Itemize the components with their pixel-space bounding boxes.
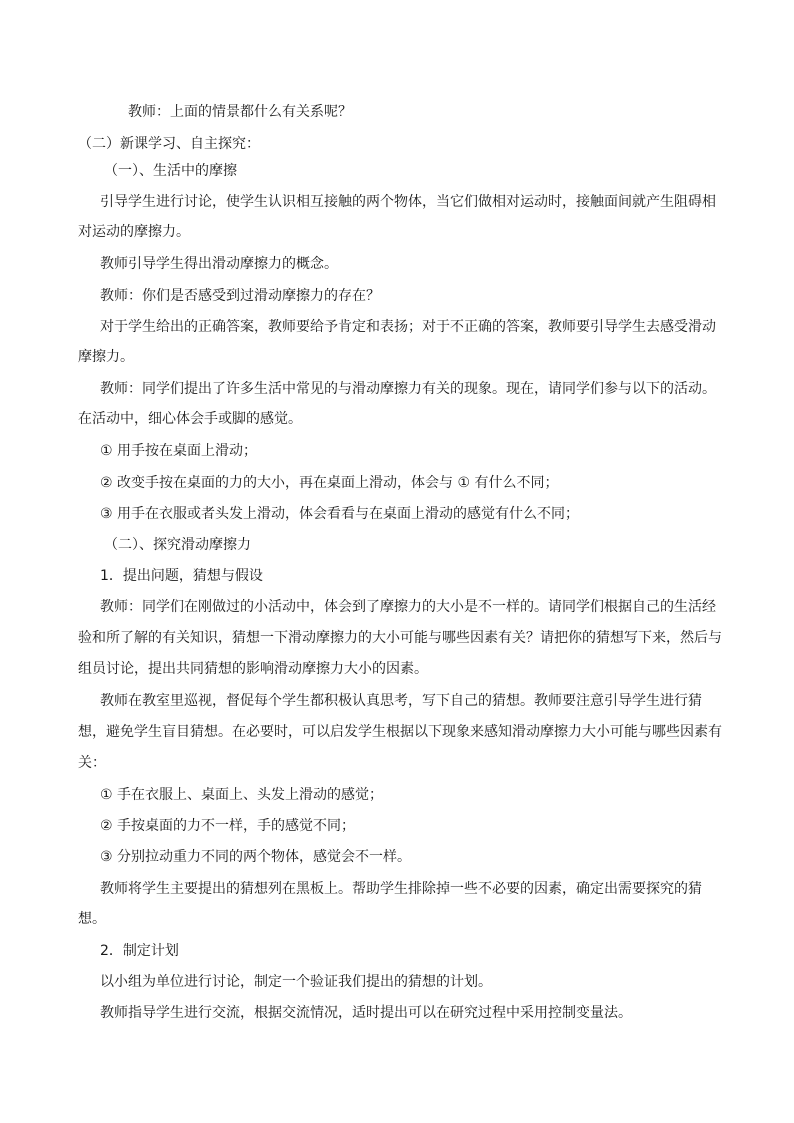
text-line: 验和所了解的有关知识，猜想一下滑动摩擦力的大小可能与哪些因素有关？请把你的猜想写下来，然后与 — [78, 630, 722, 646]
text-line: 以小组为单位进行讨论，制定一个验证我们提出的猜想的计划。 — [100, 974, 492, 990]
text-line: 教师：同学们在刚做过的小活动中，体会到了摩擦力的大小是不一样的。请同学们根据自己的生活经 — [100, 599, 716, 615]
text-line: 教师：你们是否感受到过滑动摩擦力的存在？ — [100, 288, 380, 304]
text-line: 教师在教室里巡视，督促每个学生都积极认真思考，写下自己的猜想。教师要注意引导学生进行猜 — [100, 693, 702, 709]
text-line: 摩擦力。 — [78, 349, 134, 365]
list-item: ① 手在衣服上、桌面上、头发上滑动的感觉； — [100, 787, 383, 803]
subsection-heading: （二）、探究滑动摩擦力 — [104, 537, 251, 553]
text-line: 教师：同学们提出了许多生活中常见的与滑动摩擦力有关的现象。现在，请同学们参与以下的活动。 — [100, 381, 716, 397]
list-item: ③ 用手在衣服或者头发上滑动，体会看看与在桌面上滑动的感觉有什么不同； — [100, 506, 579, 522]
text-line: 关： — [78, 755, 106, 771]
text-line: 对于学生给出的正确答案，教师要给予肯定和表扬；对于不正确的答案，教师要引导学生去感受滑动 — [100, 319, 716, 335]
text-line: 教师指导学生进行交流，根据交流情况，适时提出可以在研究过程中采用控制变量法。 — [100, 1005, 632, 1021]
text-line: 教师引导学生得出滑动摩擦力的概念。 — [100, 256, 338, 272]
step-heading: 1．提出问题，猜想与假设 — [100, 568, 263, 584]
text-line: 对运动的摩擦力。 — [78, 224, 190, 240]
text-line: 在活动中，细心体会手或脚的感觉。 — [78, 411, 302, 427]
list-item: ③ 分别拉动重力不同的两个物体，感觉会不一样。 — [100, 849, 411, 865]
list-item: ② 手按桌面的力不一样，手的感觉不同； — [100, 818, 355, 834]
text-line: 组员讨论，提出共同猜想的影响滑动摩擦力大小的因素。 — [78, 661, 428, 677]
text-line: 想。 — [78, 911, 106, 927]
list-item: ② 改变手按在桌面的力的大小，再在桌面上滑动，体会与 ① 有什么不同； — [100, 475, 559, 491]
text-line: 引导学生进行讨论，使学生认识相互接触的两个物体，当它们做相对运动时，接触面间就产生阻碍相 — [100, 194, 716, 210]
step-heading: 2．制定计划 — [100, 943, 179, 959]
section-heading: （二）新课学习、自主探究： — [78, 136, 260, 152]
text-line: 教师：上面的情景都什么有关系呢？ — [128, 104, 352, 120]
text-line: 教师将学生主要提出的猜想列在黑板上。帮助学生排除掉一些不必要的因素，确定出需要探究的猜 — [100, 881, 702, 897]
subsection-heading: （一）、生活中的摩擦 — [104, 163, 237, 179]
list-item: ① 用手按在桌面上滑动； — [100, 443, 258, 459]
text-line: 想，避免学生盲目猜想。在必要时，可以启发学生根据以下现象来感知滑动摩擦力大小可能与哪些因素有 — [78, 724, 722, 740]
